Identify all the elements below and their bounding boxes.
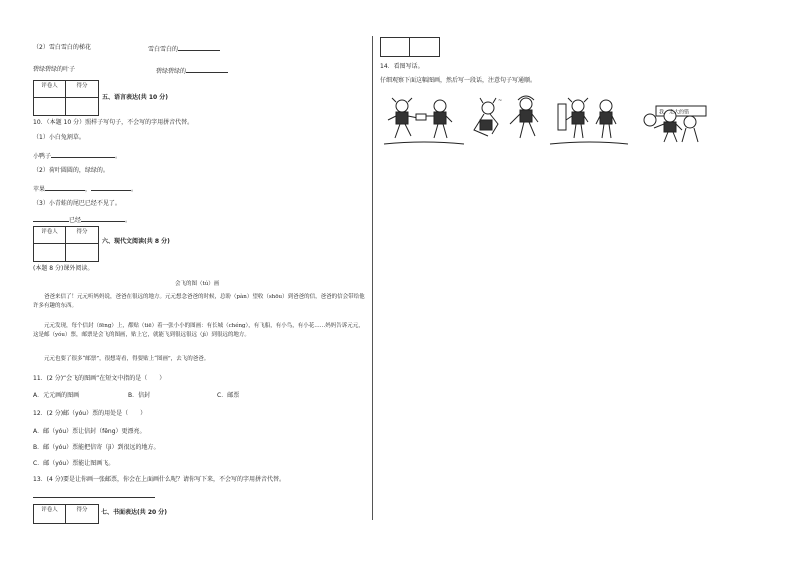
q2-item-b: 雪白雪白的: [148, 44, 220, 54]
column-divider: [372, 36, 373, 520]
q11-option-c[interactable]: C．邮票: [217, 392, 240, 399]
score-box-section6: [33, 226, 99, 262]
q13: 13．(4 分)要是让你画一张邮票，你会在上面画什么呢？请你写下来，不会写的字用拼音代替。: [33, 476, 286, 483]
answer-blank[interactable]: [81, 215, 125, 222]
reviewer-label: 评卷人: [34, 227, 66, 244]
section5-title: 五、语言表达(共 10 分): [102, 94, 169, 101]
q10-1-answer: 小鸭子 。: [33, 153, 122, 160]
passage-paragraph-1: 爸爸来信了！元元听妈妈说，爸爸在很远的地方。元元想念爸爸的时候，总盼（pàn）望收（shōu）到爸爸的信，爸爸的信会带给他许多有趣的东西。: [33, 294, 365, 309]
q14-title: 14．看图写话。: [380, 63, 424, 70]
q12-option-c[interactable]: C．邮（yóu）票能让图画飞。: [33, 460, 115, 467]
q10-3-answer: 已经 。: [33, 215, 131, 225]
q13-answer-line[interactable]: [33, 497, 155, 498]
q12: 12．(2 分)邮（yóu）票的用处是（ ）: [33, 410, 147, 417]
score-label: 得分: [66, 81, 98, 98]
reviewer-cell[interactable]: [34, 98, 66, 115]
q10-1: （1）小白兔割草。: [33, 134, 85, 141]
comic-panel-2: [474, 96, 538, 138]
passage-paragraph-2: 元元发现，每个信封（fēng）上，都贴（tiē）着一张小小的图画：有长城（chéng），有飞船，有小鸟，有小花……妈妈告诉元元，这是邮（yóu）票，邮票是会飞的图画，贴上它，就能飞到很远很远（jì）到很远的地方。: [33, 323, 364, 338]
q2-item-a: （2）雪白雪白的梯花: [33, 44, 91, 51]
q11: 11．(2 分)“会飞的图画”在短文中指的是（ ）: [33, 375, 166, 382]
score-cell[interactable]: [66, 244, 98, 261]
reviewer-label: 评卷人: [34, 81, 66, 98]
score-label: 得分: [66, 227, 98, 244]
q10-2-answer: 苹果 ， 。: [33, 186, 138, 193]
reviewer-cell[interactable]: [34, 244, 66, 261]
q12-option-a[interactable]: A．邮（yóu）票让信封（fēng）更漂亮。: [33, 428, 146, 435]
q2-item-d: 碧绿碧绿的: [156, 66, 228, 76]
score-cell[interactable]: [410, 38, 439, 56]
comic-speech-bubble: 我，走大的错: [659, 109, 690, 116]
score-box-section7: [33, 504, 99, 524]
q10-intro: 10．（本题 10 分）照样子写句子，不会写的字用拼音代替。: [33, 119, 194, 126]
answer-blank[interactable]: [91, 184, 131, 191]
reviewer-label: 评卷人: [34, 505, 66, 523]
passage-paragraph-3: 元元也要了很多“邮票”，很想寄看，得要贴上“图画”，去飞的爸爸。: [44, 356, 210, 362]
answer-blank[interactable]: [186, 66, 228, 73]
section7-title: 七、书面表达(共 20 分): [101, 509, 168, 516]
comic-panel-1: [384, 98, 464, 144]
comic-strip-image: [380, 94, 710, 148]
section6-title: 六、现代文阅读(共 8 分): [102, 238, 170, 245]
score-box-section5: [33, 80, 99, 116]
answer-blank[interactable]: [45, 184, 85, 191]
q14-instruction: 仔细观察下面这幅图画，然后写一段话，注意句子写通顺。: [380, 77, 537, 84]
passage-title: 会飞的图（tú）画: [175, 281, 220, 287]
q12-option-b[interactable]: B．邮（yóu）票能把信寄（jì）到很远的地方。: [33, 444, 160, 451]
q11-option-a[interactable]: A．元元画的图画: [33, 392, 80, 399]
reviewer-cell[interactable]: [381, 38, 410, 56]
answer-blank[interactable]: [51, 151, 115, 158]
answer-blank[interactable]: [33, 215, 69, 222]
q11-option-b[interactable]: B．信封: [128, 392, 151, 399]
answer-blank[interactable]: [178, 44, 220, 51]
svg-text:~: ~: [498, 98, 503, 104]
score-box-section7-cells: [380, 37, 440, 57]
q10-3: （3）小青蛙的尾巴已经不见了。: [33, 200, 121, 207]
score-cell[interactable]: [66, 98, 98, 115]
q2-item-c: 碧绿碧绿的叶子: [33, 66, 76, 73]
comic-panel-3: [550, 98, 628, 144]
reading-intro: (本题 8 分)课外阅读。: [33, 265, 94, 272]
q10-2: （2）荷叶圆圆的，绿绿的。: [33, 167, 109, 174]
score-label: 得分: [76, 507, 88, 513]
